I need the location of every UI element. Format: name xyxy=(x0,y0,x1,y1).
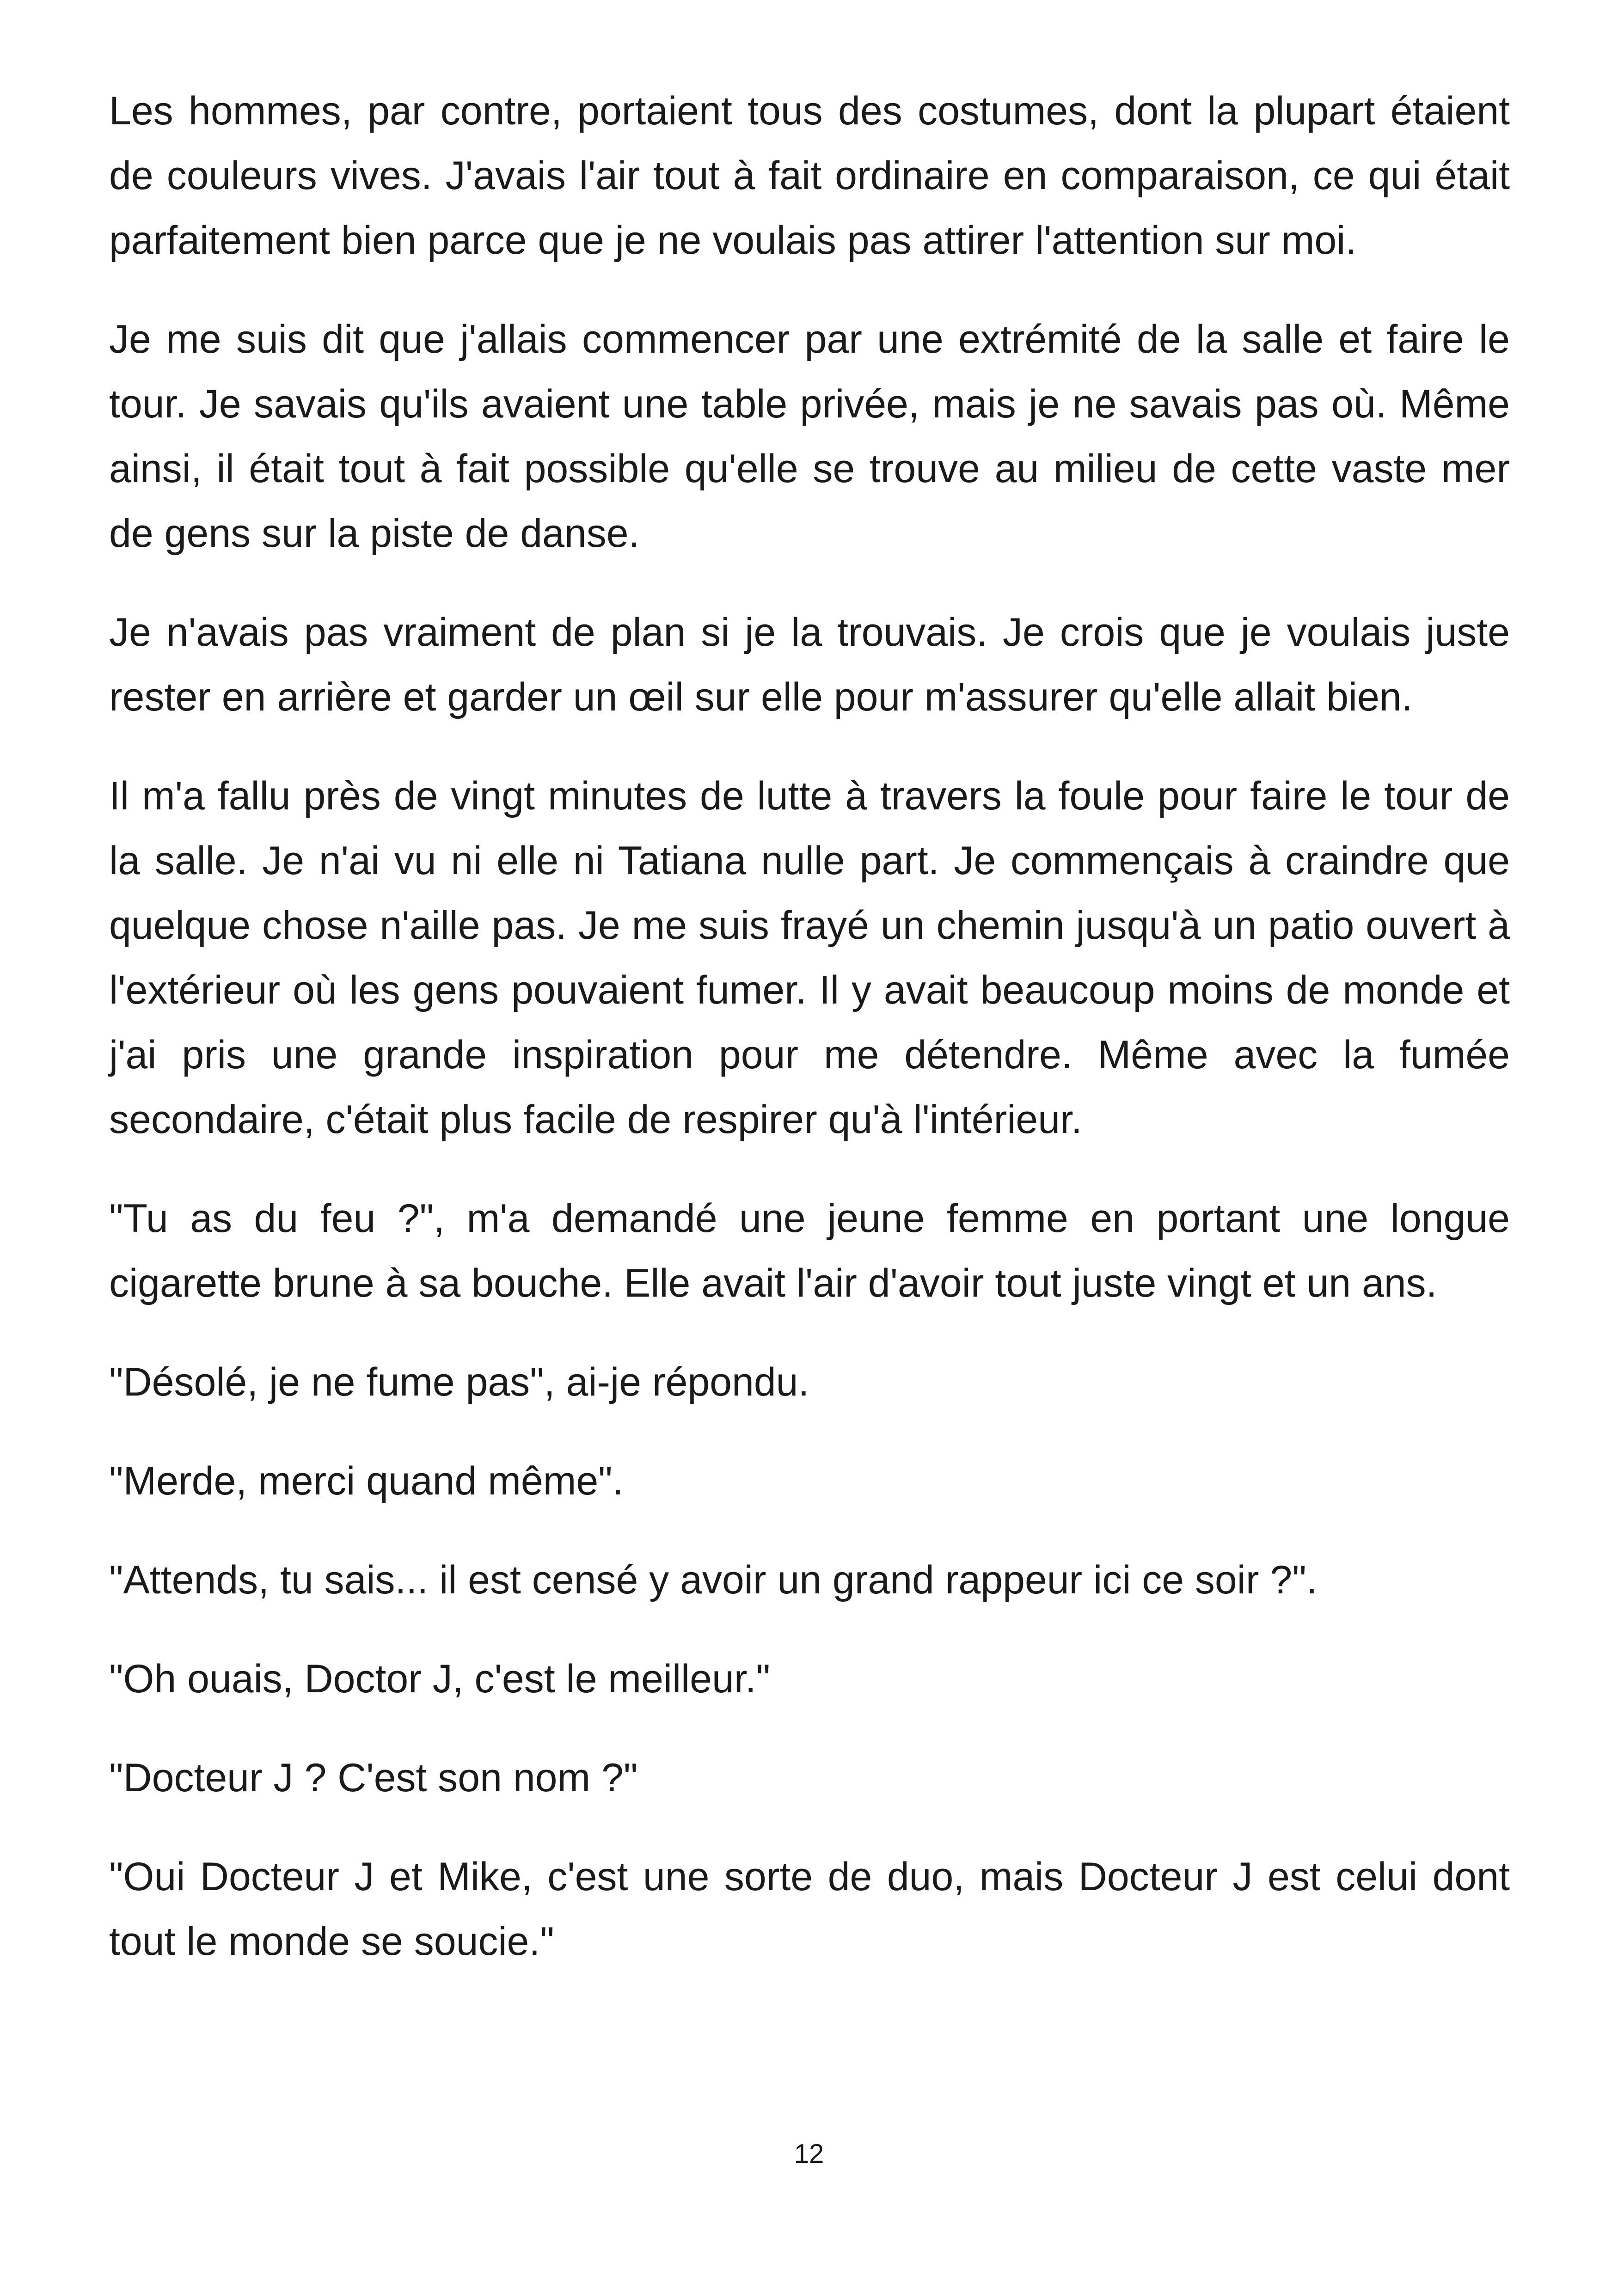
paragraph: Il m'a fallu près de vingt minutes de lutte à travers la foule pour faire le tour de la salle. Je n'ai vu ni elle ni Tatiana nulle part. Je commençais à craindre que quelque chose n'aille pas. Je me suis frayé un chemin jusqu'à un patio ouvert à l'extérieur où les gens pouvaient fumer. Il y avait beaucoup moins de monde et j'ai pris une grande inspiration pour me détendre. Même avec la fumée secondaire, c'était plus facile de respirer qu'à l'intérieur. xyxy=(109,774,1510,1142)
paragraph: "Oh ouais, Doctor J, c'est le meilleur." xyxy=(109,1657,771,1701)
paragraph: "Tu as du feu ?", m'a demandé une jeune femme en portant une longue cigarette brune à sa bouche. Elle avait l'air d'avoir tout juste vingt et un ans. xyxy=(109,1196,1510,1305)
paragraph: "Oui Docteur J et Mike, c'est une sorte de duo, mais Docteur J est celui dont tout le monde se soucie." xyxy=(109,1855,1510,1964)
paragraph: "Désolé, je ne fume pas", ai-je répondu. xyxy=(109,1360,809,1404)
paragraph: Je me suis dit que j'allais commencer par une extrémité de la salle et faire le tour. Je savais qu'ils avaient une table privée, mais je ne savais pas où. Même ainsi, il était tout à fait possible qu'elle se trouve au milieu de cette vaste mer de gens sur la piste de danse. xyxy=(109,317,1510,556)
page-number: 12 xyxy=(794,2139,824,2169)
paragraph: "Docteur J ? C'est son nom ?" xyxy=(109,1756,638,1800)
paragraph: "Merde, merci quand même". xyxy=(109,1459,624,1503)
paragraph: Les hommes, par contre, portaient tous des costumes, dont la plupart étaient de couleurs vives. J'avais l'air tout à fait ordinaire en comparaison, ce qui était parfaitement bien parce que je ne voulais pas attirer l'attention sur moi. xyxy=(109,89,1510,263)
paragraph: "Attends, tu sais... il est censé y avoir un grand rappeur ici ce soir ?". xyxy=(109,1558,1318,1602)
body-text xyxy=(109,79,1510,1974)
paragraph: Je n'avais pas vraiment de plan si je la trouvais. Je crois que je voulais juste rester en arrière et garder un œil sur elle pour m'assurer qu'elle allait bien. xyxy=(109,610,1510,719)
